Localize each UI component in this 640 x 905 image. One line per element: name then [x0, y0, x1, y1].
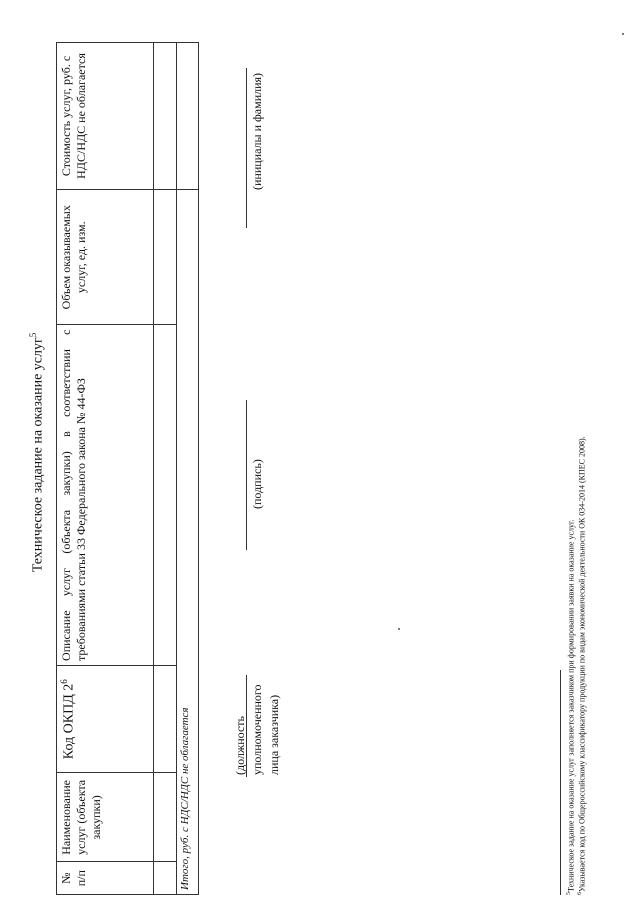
header-name: Наименование услуг (объекта закупки) — [57, 773, 154, 862]
header-cost: Стоимость услуг, руб. с НДС/НДС не облагается — [57, 43, 154, 190]
header-description: Описание услуг (объекта закупки) в соответствии с требованиями статьи 33 Федерального закона № 44-ФЗ — [57, 325, 154, 665]
header-num: № п/п — [57, 862, 154, 895]
header-volume: Объем оказываемых услуг, ед. изм. — [57, 189, 154, 325]
footnote-text: Указывается код по Общероссийскому классификатору продукции по видам экономической деятельности ОК 034-2014 (КПЕС 2008). — [577, 436, 587, 892]
footnote-mark: 6 — [577, 892, 583, 895]
position-line — [246, 675, 247, 777]
name-line — [246, 68, 247, 228]
table-cell — [154, 665, 177, 773]
header-okpd-text: Код ОКПД 2 — [61, 683, 77, 760]
table-cell — [154, 325, 177, 665]
title-footnote-mark: 5 — [28, 332, 38, 338]
footnote-6 — [577, 15, 587, 895]
table-total-row — [177, 43, 199, 895]
table-row — [154, 43, 177, 895]
footnote-5 — [566, 15, 576, 895]
table-cell — [154, 189, 177, 325]
table-cell — [154, 862, 177, 895]
scan-speck — [622, 33, 624, 35]
table-header-row — [57, 43, 154, 895]
signature-label: (подпись) — [250, 459, 264, 509]
total-value-cell — [177, 43, 199, 190]
header-okpd — [57, 665, 154, 773]
okpd-footnote-mark: 6 — [59, 679, 69, 684]
services-table — [56, 42, 199, 895]
table-cell — [154, 43, 177, 190]
title-text: Техническое задание на оказание услуг — [30, 337, 46, 573]
document-title — [28, 0, 47, 905]
table-cell — [154, 773, 177, 862]
total-label: Итого, руб. с НДС/НДС не облагается — [177, 189, 199, 894]
position-label: (должность уполномоченного лица заказчика) — [233, 684, 281, 775]
name-label: (инициалы и фамилия) — [250, 72, 264, 190]
scan-speck — [398, 628, 400, 630]
signature-line — [246, 400, 247, 550]
footnote-separator — [560, 670, 561, 895]
footnote-text: Техническое задание на оказание услуг заполняется заказчиком при формировании заявки на оказание услуг. — [566, 519, 576, 892]
footnote-mark: 5 — [566, 892, 572, 895]
